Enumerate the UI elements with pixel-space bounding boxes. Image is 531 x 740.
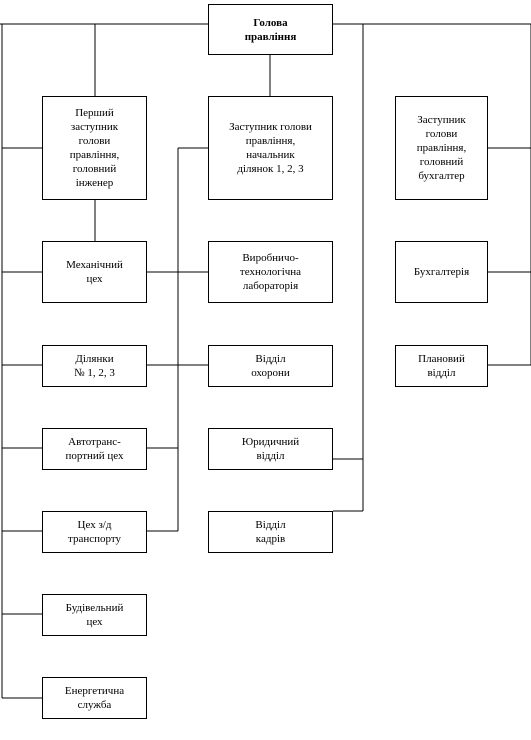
node-legal bbox=[208, 428, 333, 470]
node-deputy-production bbox=[208, 96, 333, 200]
node-security bbox=[208, 345, 333, 387]
node-mechanical-shop bbox=[42, 241, 147, 303]
node-head bbox=[208, 4, 333, 55]
node-rail-transport bbox=[42, 511, 147, 553]
node-deputy-finance bbox=[395, 96, 488, 200]
node-legal-label: Юридичний відділ bbox=[241, 436, 300, 462]
node-sites-label: Ділянки № 1, 2, 3 bbox=[74, 353, 115, 379]
node-mechanical-shop-label: Механічний цех bbox=[66, 259, 123, 285]
node-motor-transport-label: Автотранс- портний цех bbox=[65, 436, 124, 462]
node-lab-label: Виробничо- технологічна лабораторія bbox=[239, 252, 302, 292]
node-construction-shop-label: Будівельний цех bbox=[65, 602, 124, 628]
node-deputy-production-label: Заступник голови правління, начальник ділянок 1, 2, 3 bbox=[229, 121, 312, 175]
node-head-label: Голова правління bbox=[244, 16, 297, 43]
node-planning bbox=[395, 345, 488, 387]
node-lab bbox=[208, 241, 333, 303]
node-motor-transport bbox=[42, 428, 147, 470]
node-energy-service-label: Енергетична служба bbox=[64, 685, 125, 711]
node-planning-label: Плановий відділ bbox=[418, 353, 465, 379]
node-personnel bbox=[208, 511, 333, 553]
node-accounting-label: Бухгалтерія bbox=[413, 266, 470, 278]
node-personnel-label: Відділ кадрів bbox=[255, 519, 286, 545]
node-sites bbox=[42, 345, 147, 387]
node-deputy-finance-label: Заступник голови правління, головний бухгалтер bbox=[416, 114, 467, 182]
node-energy-service bbox=[42, 677, 147, 719]
node-first-deputy-label: Перший заступник голови правління, головний інженер bbox=[69, 107, 120, 189]
node-first-deputy bbox=[42, 96, 147, 200]
node-accounting bbox=[395, 241, 488, 303]
node-security-label: Відділ охорони bbox=[251, 353, 290, 379]
node-construction-shop bbox=[42, 594, 147, 636]
node-rail-transport-label: Цех з/д транспорту bbox=[68, 519, 121, 545]
